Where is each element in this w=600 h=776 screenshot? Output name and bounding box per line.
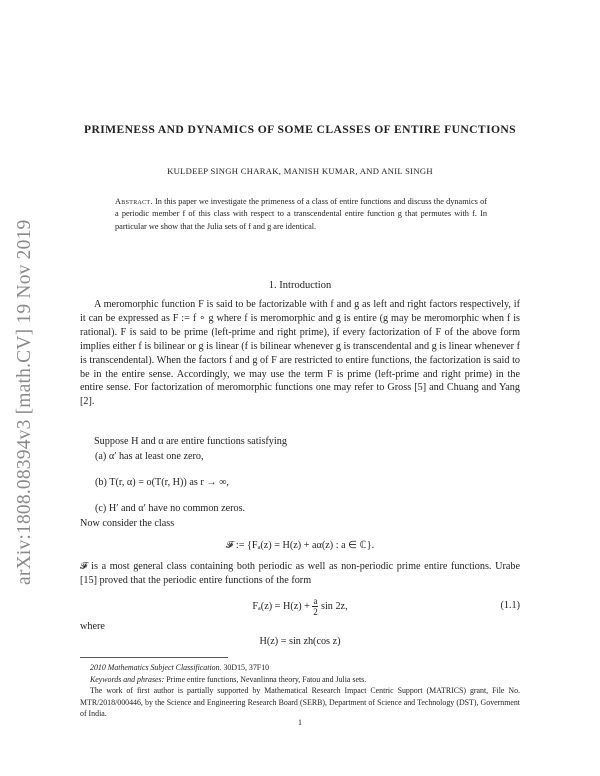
fraction-numerator: a — [313, 596, 318, 606]
class-definition: 𝓕 := {Fₐ(z) = H(z) + aα(z) : a ∈ ℂ}. — [225, 540, 375, 551]
keywords-label: Keywords and phrases: — [90, 674, 165, 684]
abstract — [115, 196, 487, 233]
arxiv-stamp: arXiv:1808.08394v3 [math.CV] 19 Nov 2019 — [14, 219, 35, 585]
suppose-line: Suppose H and α are entire functions satisfying — [94, 436, 287, 447]
abstract-text: In this paper we investigate the primeness of a class of entire functions and discuss the dynamics of a periodic member f of this class with respect to a transcendental entire function g that permutes with f. In particular we show that the Julia sets of f and g are identical. — [115, 197, 487, 231]
section-heading: 1. Introduction — [268, 280, 332, 291]
abstract-label: Abstract. — [115, 197, 153, 206]
footnote-keywords — [80, 674, 520, 686]
equation-1-1 — [80, 596, 520, 617]
class-paragraph: 𝓕 is a most general class containing both periodic as well as non-periodic prime entire functions. Urabe [15] proved that the periodic entire functions of the form — [80, 561, 520, 586]
paper-title: PRIMENESS AND DYNAMICS OF SOME CLASSES OF ENTIRE FUNCTIONS — [83, 123, 517, 136]
fraction-denominator: 2 — [313, 607, 318, 617]
condition-a: (a) α′ has at least one zero, — [95, 451, 204, 462]
condition-c: (c) H′ and α′ have no common zeros. — [95, 503, 246, 514]
page-number: 1 — [298, 718, 302, 727]
keywords-text: Prime entire functions, Nevanlinna theory, Fatou and Julia sets. — [166, 674, 367, 684]
author-list: KULDEEP SINGH CHARAK, MANISH KUMAR, AND ANIL SINGH — [167, 166, 433, 176]
msc-text: 30D15, 37F10 — [223, 663, 270, 672]
footnotes — [80, 662, 520, 720]
now-consider-line: Now consider the class — [80, 518, 175, 529]
intro-paragraph: A meromorphic function F is said to be factorizable with f and g as left and right factors respectively, if it can be expressed as F := f ∘ g where f is meromorphic and g is entire (g may be meromorphic when f is rational). F is said to be prime (left-prime and right prime), if every factorization of F of the above form implies either f is bilinear or g is linear (f is bilinear whenever g is transcendental and g is linear whenever f is transcendental). When the factors f and g of F are restricted to entire functions, the factorization is said to be in the entire sense. Accordingly, we may use the term F is prime (left-prime and right prime) in the entire sense. For factorization of meromorphic functions one may refer to Gross [5] and Chuang and Yang [2]. — [80, 299, 520, 408]
equation-lhs: Fₐ(z) = H(z) + — [252, 600, 313, 612]
condition-b: (b) T(r, α) = o(T(r, H)) as r → ∞, — [95, 477, 229, 488]
footnote-support: The work of first author is partially supported by Mathematical Research Impact Centric Support (MATRICS) grant, File No. MTR/2018/000446, by the Science and Engineering Research Board (SERB), Department of Science and Technology (DST), Government of India. — [80, 686, 520, 718]
where-line: where — [80, 621, 105, 632]
msc-label: 2010 Mathematics Subject Classification. — [90, 663, 222, 672]
footnote-rule — [80, 657, 228, 658]
h-definition: H(z) = sin zh(cos z) — [259, 636, 341, 647]
equation-rhs: sin 2z, — [318, 600, 348, 612]
equation-number: (1.1) — [500, 600, 520, 611]
footnote-msc — [80, 662, 520, 674]
